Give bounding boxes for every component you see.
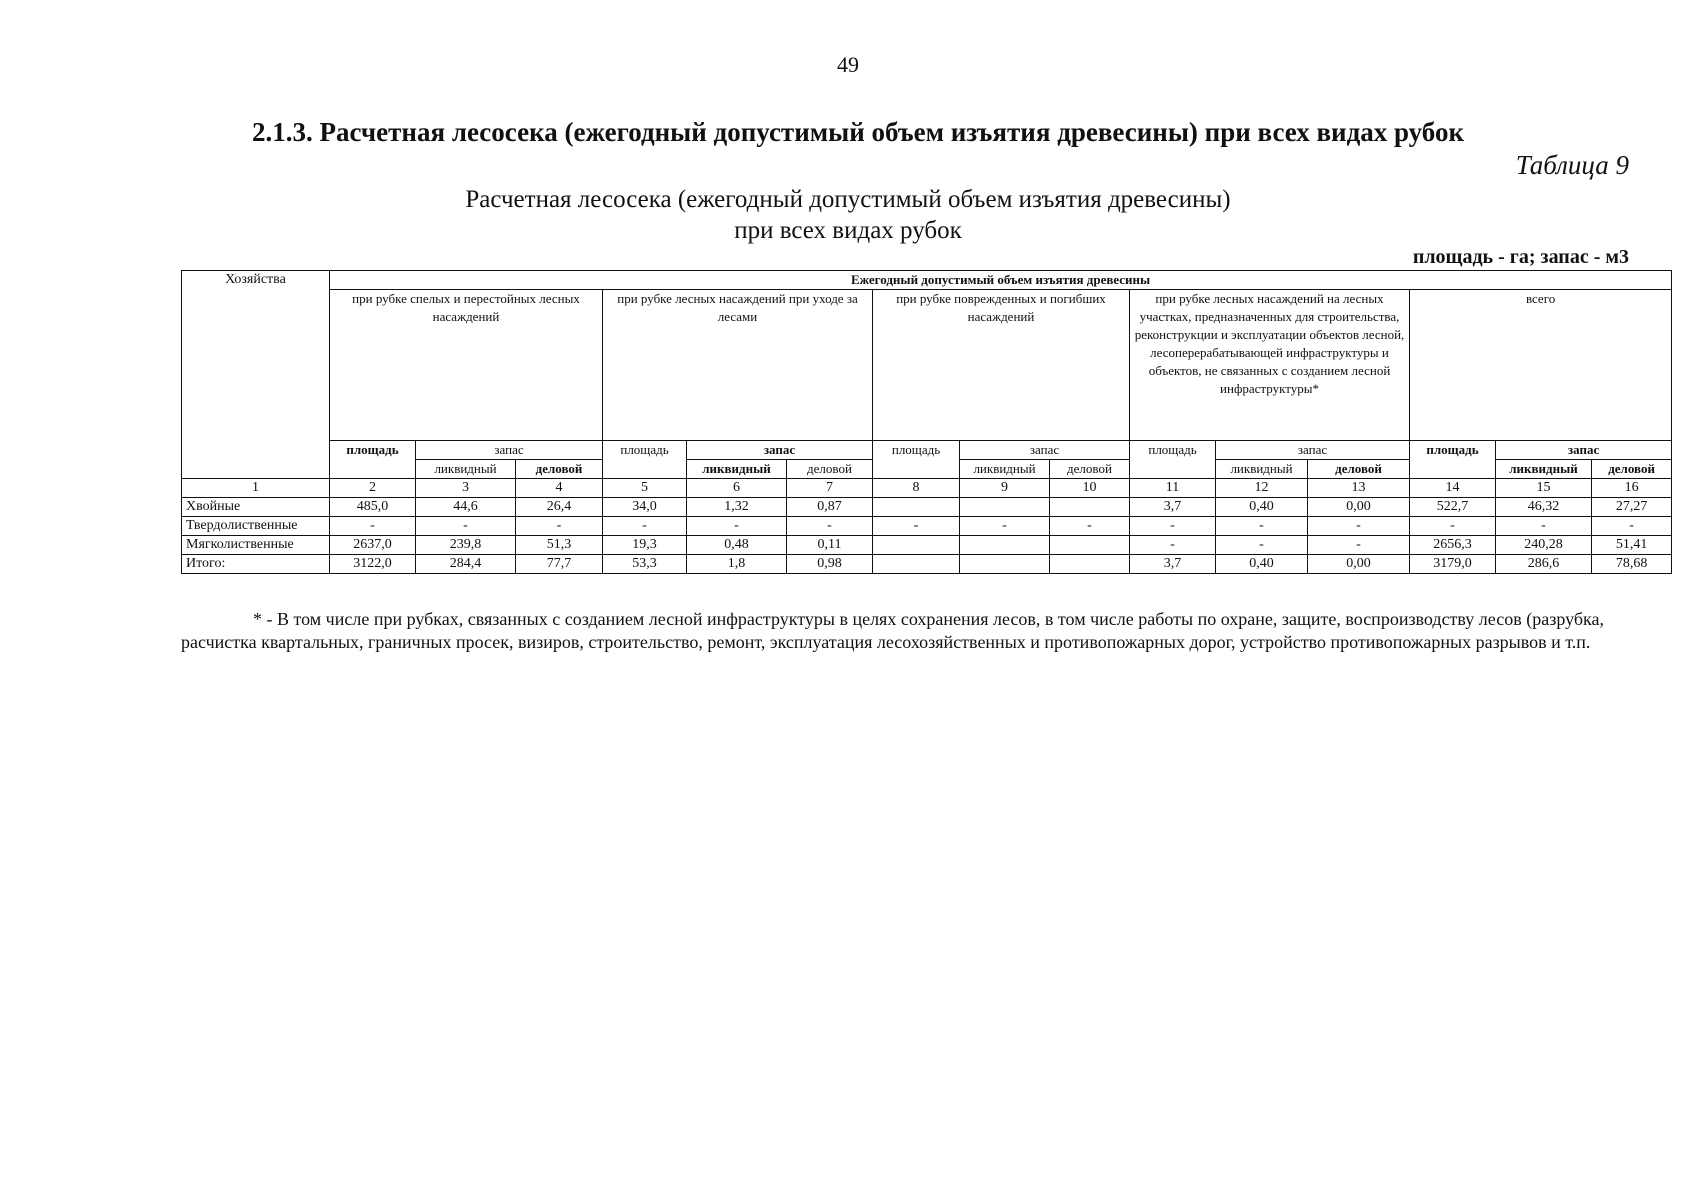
column-number: 16 [1592, 479, 1672, 498]
table-cell: 2637,0 [330, 536, 416, 555]
table-cell: 0,00 [1308, 498, 1410, 517]
header-area: площадь [330, 441, 416, 479]
header-liquid: ликвидный [416, 460, 516, 479]
footnote: * - В том числе при рубках, связанных с созданием лесной инфраструктуры в целях сохранения лесов, в том числе работы по охране, защите, воспроизводству лесов (разрубка, расчистка квартальных, граничных просек, визиров, строительство, ремонт, эксплуатация лесохозяйственных и противопожарных дорог, устройство противопожарных разрывов и т.п. [181, 609, 1604, 652]
header-stock: запас [687, 441, 873, 460]
header-stock: запас [1496, 441, 1672, 460]
table-row [182, 536, 1672, 555]
table-title-line2: при всех видах рубок [734, 217, 962, 244]
header-business: деловой [1050, 460, 1130, 479]
header-group-damaged: при рубке поврежденных и погибших насаждений [873, 290, 1130, 441]
table-cell [873, 498, 960, 517]
header-area: площадь [1410, 441, 1496, 479]
table-cell: 0,11 [787, 536, 873, 555]
table-cell: - [516, 517, 603, 536]
header-farms: Хозяйства [182, 271, 330, 479]
header-group-mature: при рубке спелых и перестойных лесных насаждений [330, 290, 603, 441]
table-cell [960, 498, 1050, 517]
page-number: 49 [837, 52, 859, 77]
table-cell [1050, 498, 1130, 517]
table-row [182, 555, 1672, 574]
table-cell: 77,7 [516, 555, 603, 574]
table-label: Таблица 9 [1515, 150, 1629, 180]
column-number: 5 [603, 479, 687, 498]
table-cell: 0,48 [687, 536, 787, 555]
column-number: 11 [1130, 479, 1216, 498]
header-stock: запас [1216, 441, 1410, 460]
table-cell: 485,0 [330, 498, 416, 517]
column-number: 9 [960, 479, 1050, 498]
table-cell [1050, 555, 1130, 574]
table-cell: 0,40 [1216, 555, 1308, 574]
table-cell [873, 536, 960, 555]
table-cell [873, 555, 960, 574]
table-cell: 34,0 [603, 498, 687, 517]
table-cell: - [603, 517, 687, 536]
table-row [182, 498, 1672, 517]
table-cell: - [1216, 536, 1308, 555]
header-business: деловой [787, 460, 873, 479]
header-area: площадь [603, 441, 687, 479]
table-cell: 239,8 [416, 536, 516, 555]
header-business: деловой [1592, 460, 1672, 479]
column-number: 14 [1410, 479, 1496, 498]
table-cell: 3122,0 [330, 555, 416, 574]
column-number-row [182, 479, 1672, 498]
header-liquid: ликвидный [687, 460, 787, 479]
column-number: 13 [1308, 479, 1410, 498]
table-cell: 51,41 [1592, 536, 1672, 555]
column-number: 12 [1216, 479, 1308, 498]
header-area: площадь [873, 441, 960, 479]
table-cell: 27,27 [1592, 498, 1672, 517]
row-label: Итого: [182, 555, 330, 574]
column-number: 8 [873, 479, 960, 498]
table-cell: 19,3 [603, 536, 687, 555]
header-main: Ежегодный допустимый объем изъятия древесины [330, 271, 1672, 290]
table-title-line1: Расчетная лесосека (ежегодный допустимый объем изъятия древесины) [465, 186, 1231, 213]
logging-volume-table [181, 270, 1672, 574]
table-cell [960, 555, 1050, 574]
table-cell: - [1496, 517, 1592, 536]
header-stock: запас [960, 441, 1130, 460]
table-cell: - [873, 517, 960, 536]
table-cell: 46,32 [1496, 498, 1592, 517]
table-cell: - [1050, 517, 1130, 536]
row-label: Твердолиственные [182, 517, 330, 536]
header-liquid: ликвидный [1496, 460, 1592, 479]
row-label: Мягколиственные [182, 536, 330, 555]
column-number: 3 [416, 479, 516, 498]
table-cell: 51,3 [516, 536, 603, 555]
header-group-care: при рубке лесных насаждений при уходе за лесами [603, 290, 873, 441]
table-cell: - [1308, 517, 1410, 536]
table-cell: 286,6 [1496, 555, 1592, 574]
table-cell: 0,87 [787, 498, 873, 517]
table-cell: 284,4 [416, 555, 516, 574]
column-number: 1 [182, 479, 330, 498]
table-title [0, 184, 1696, 246]
table-cell: 522,7 [1410, 498, 1496, 517]
column-number: 10 [1050, 479, 1130, 498]
section-heading: 2.1.3. Расчетная лесосека (ежегодный допустимый объем изъятия древесины) при всех видах рубок [252, 117, 1465, 147]
table-cell: 0,98 [787, 555, 873, 574]
table-cell: 1,8 [687, 555, 787, 574]
table-cell: - [1592, 517, 1672, 536]
table-cell: - [1216, 517, 1308, 536]
table-cell: 1,32 [687, 498, 787, 517]
column-number: 6 [687, 479, 787, 498]
table-cell: 240,28 [1496, 536, 1592, 555]
table-cell [1050, 536, 1130, 555]
table-cell: 26,4 [516, 498, 603, 517]
column-number: 4 [516, 479, 603, 498]
column-number: 15 [1496, 479, 1592, 498]
table-cell: - [787, 517, 873, 536]
table-cell: - [1130, 536, 1216, 555]
row-label: Хвойные [182, 498, 330, 517]
table-cell: 3,7 [1130, 555, 1216, 574]
table-cell: 3,7 [1130, 498, 1216, 517]
table-cell: 78,68 [1592, 555, 1672, 574]
header-group-infrastructure: при рубке лесных насаждений на лесных участках, предназначенных для строительства, реконструкции и эксплуатации объектов лесной, лесоперерабатывающей инфраструктуры и объектов, не связанных с созданием лесной инфраструктуры* [1130, 290, 1410, 441]
table-cell: 53,3 [603, 555, 687, 574]
header-liquid: ликвидный [960, 460, 1050, 479]
table-cell: - [687, 517, 787, 536]
table-cell: - [1130, 517, 1216, 536]
header-business: деловой [516, 460, 603, 479]
table-cell [960, 536, 1050, 555]
table-cell: - [416, 517, 516, 536]
header-liquid: ликвидный [1216, 460, 1308, 479]
table-cell: - [1308, 536, 1410, 555]
header-business: деловой [1308, 460, 1410, 479]
column-number: 7 [787, 479, 873, 498]
table-cell: - [1410, 517, 1496, 536]
table-row [182, 517, 1672, 536]
table-cell: 2656,3 [1410, 536, 1496, 555]
table-cell: 44,6 [416, 498, 516, 517]
header-stock: запас [416, 441, 603, 460]
units-note: площадь - га; запас - м3 [1412, 246, 1629, 268]
table-cell: 3179,0 [1410, 555, 1496, 574]
table-cell: 0,00 [1308, 555, 1410, 574]
table-cell: - [960, 517, 1050, 536]
table-cell: 0,40 [1216, 498, 1308, 517]
header-group-total: всего [1410, 290, 1672, 441]
header-area: площадь [1130, 441, 1216, 479]
column-number: 2 [330, 479, 416, 498]
table-cell: - [330, 517, 416, 536]
